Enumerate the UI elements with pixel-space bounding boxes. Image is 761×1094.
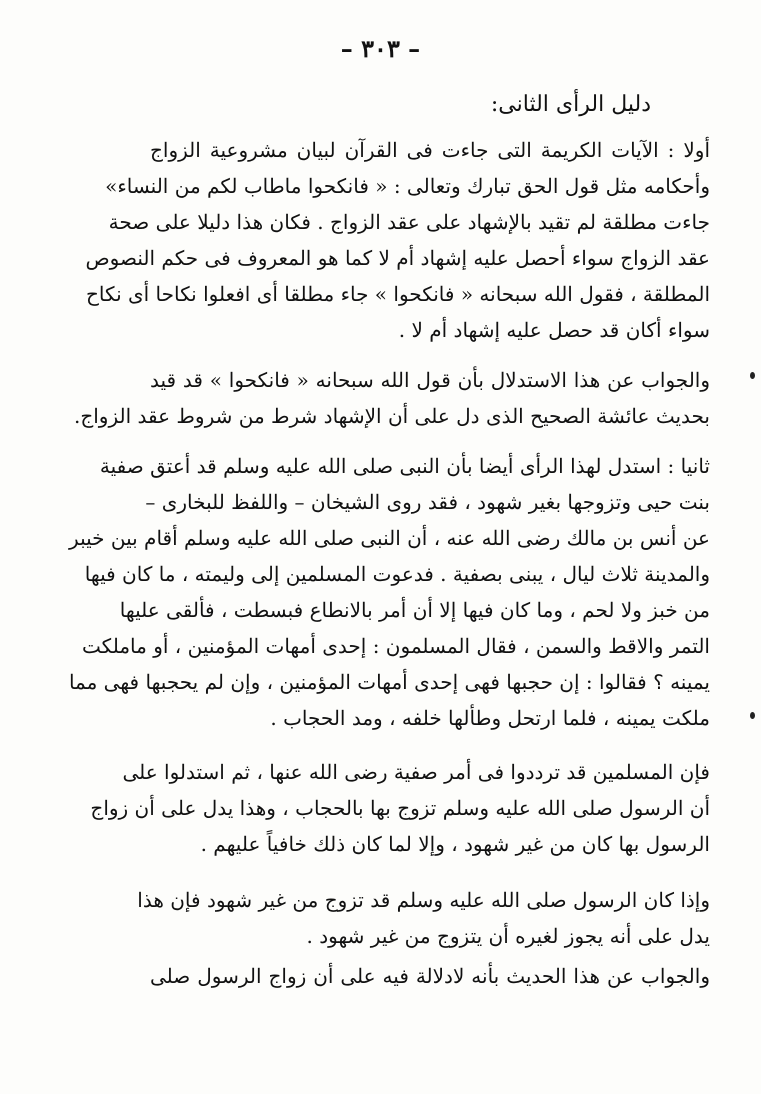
scan-speck <box>750 372 755 379</box>
paragraph-second-answer <box>150 958 710 994</box>
text-line: والجواب عن هذا الحديث بأنه لادلالة فيه على أن زواج الرسول صلى <box>150 964 710 988</box>
text-line: عقد الزواج سواء أحصل عليه إشهاد أم لا كما هو المعروف فى حكم النصوص <box>85 246 710 270</box>
paragraph-muslims-hesitated <box>90 754 710 862</box>
text-line: أن الرسول صلى الله عليه وسلم تزوج بها بالحجاب ، وهذا يدل على أن زواج <box>90 796 710 820</box>
text-line: يدل على أنه يجوز لغيره أن يتزوج من غير شهود . <box>306 924 710 948</box>
text-line: وأحكامه مثل قول الحق تبارك وتعالى : « فانكحوا ماطاب لكم من النساء» <box>105 174 710 198</box>
text-line: الرسول بها كان من غير شهود ، وإلا لما كان ذلك خافياً عليهم . <box>200 832 710 856</box>
text-line: والجواب عن هذا الاستدلال بأن قول الله سبحانه « فانكحوا » قد قيد <box>150 368 710 392</box>
paragraph-first-evidence <box>85 132 710 348</box>
text-line: عن أنس بن مالك رضى الله عنه ، أن النبى صلى الله عليه وسلم أقام بين خيبر <box>69 526 710 550</box>
text-line: من خبز ولا لحم ، وما كان فيها إلا أن أمر بالانطاع فبسطت ، فألقى عليها <box>119 598 710 622</box>
text-line: ملكت يمينه ، فلما ارتحل وطألها خلفه ، ومد الحجاب . <box>270 706 710 730</box>
text-line: وإذا كان الرسول صلى الله عليه وسلم قد تزوج من غير شهود فإن هذا <box>137 888 710 912</box>
section-heading: دليل الرأى الثانى: <box>490 92 651 117</box>
paragraph-first-answer <box>73 362 710 434</box>
text-line: جاءت مطلقة لم تقيد بالإشهاد على عقد الزواج . فكان هذا دليلا على صحة <box>108 210 710 234</box>
text-line: والمدينة ثلاث ليال ، يبنى بصفية . فدعوت المسلمين إلى وليمته ، ما كان فيها <box>84 562 710 586</box>
paragraph-conclusion <box>137 882 710 954</box>
text-line: المطلقة ، فقول الله سبحانه « فانكحوا » جاء مطلقا أى افعلوا نكاحا أى نكاح <box>86 282 710 306</box>
paragraph-second-evidence <box>68 448 710 736</box>
text-line: بحديث عائشة الصحيح الذى دل على أن الإشهاد شرط من شروط عقد الزواج. <box>73 404 710 428</box>
text-line: أولا : الآيات الكريمة التى جاءت فى القرآن لبيان مشروعية الزواج <box>150 138 710 162</box>
text-line: يمينه ؟ فقالوا : إن حجبها فهى إحدى أمهات المؤمنين ، وإن لم يحجبها فهى مما <box>68 670 710 694</box>
page-number: – ٣٠٣ – <box>340 34 421 63</box>
text-line: سواء أكان قد حصل عليه إشهاد أم لا . <box>398 318 710 342</box>
text-line: بنت حيى وتزوجها بغير شهود ، فقد روى الشيخان – واللفظ للبخارى – <box>145 490 710 514</box>
text-line: فإن المسلمين قد ترددوا فى أمر صفية رضى الله عنها ، ثم استدلوا على <box>122 760 710 784</box>
text-line: ثانيا : استدل لهذا الرأى أيضا بأن النبى صلى الله عليه وسلم قد أعتق صفية <box>99 454 710 478</box>
text-line: التمر والاقط والسمن ، فقال المسلمون : إحدى أمهات المؤمنين ، أو ماملكت <box>82 634 710 658</box>
scan-speck <box>750 712 755 719</box>
